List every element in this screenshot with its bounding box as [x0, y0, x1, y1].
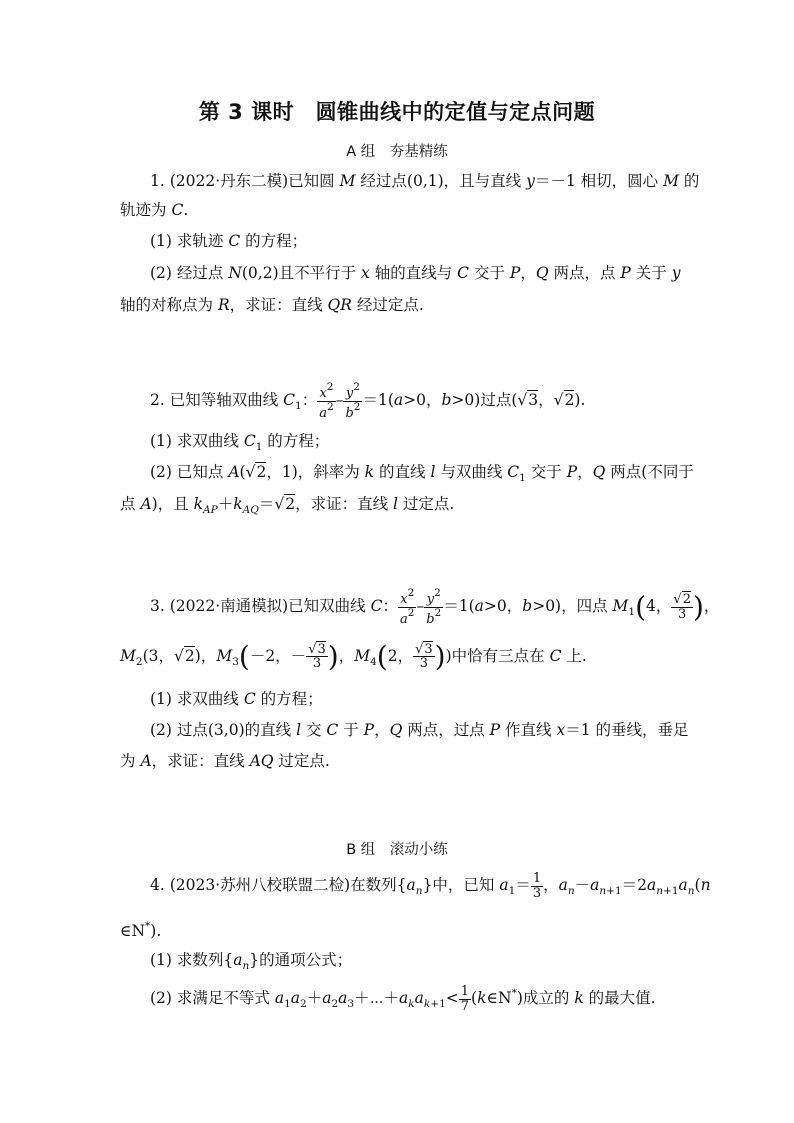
- q2-part-2-cont: 点 A)，且 $k_{AP}+k_{AQ}=√2$，求证：直线 l 过定点.: [120, 495, 455, 516]
- q3-part-2-cont: 为 A，求证：直线 AQ 过定点.: [120, 752, 330, 770]
- q2-line-1: 2. 已知等轴双曲线 $C_1$： $\frac{x^2}{a^2}$ – $\frac{y^2}{b^2}$ ＝1(a>0，b>0)过点(√3，√2).: [150, 381, 586, 421]
- q1-line-1: 1. (2022·丹东二模)已知圆 M 经过点(0,1)，且与直线 y＝－1 相切，圆心 M 的: [150, 172, 700, 190]
- q4-part-1: (1) 求数列$\{a_n\}$的通项公式；: [150, 951, 353, 972]
- q4-line-1: 4. (2023·苏州八校联盟二检)在数列$\{a_n\}$中，已知 $a_1=$ $\frac{1}{3}$ ，$a_n-a_{n+1}=2a_{n+1}a_n(n$: [150, 871, 711, 901]
- q2-part-2: (2) 已知点 A(√2，1)，斜率为 k 的直线 l 与双曲线 $C_1$ 交于 P，Q 两点(不同于: [150, 463, 694, 484]
- q1-part-1: (1) 求轨迹 C 的方程；: [150, 232, 308, 250]
- q3-part-1: (1) 求双曲线 C 的方程；: [150, 690, 323, 708]
- q2-part-1: (1) 求双曲线 $C_1$ 的方程；: [150, 432, 330, 453]
- q3-line-1: 3. (2022·南通模拟)已知双曲线 C： $\frac{x^2}{a^2}$ – $\frac{y^2}{b^2}$ ＝1(a>0，b>0)，四点 $M_1(4$， $\frac{√2}{3}$ )，: [150, 587, 720, 627]
- q1-part-2-cont: 轴的对称点为 R，求证：直线 QR 经过定点.: [120, 296, 424, 314]
- q4-line-2: ∈N*).: [120, 920, 162, 940]
- group-b-heading: B 组 滚动小练: [346, 842, 448, 858]
- q3-part-2: (2) 过点(3,0)的直线 l 交 C 于 P，Q 两点，过点 P 作直线 x＝1 的垂线，垂足: [150, 721, 689, 739]
- q4-part-2: (2) 求满足不等式 $a_1a_2+a_2a_3+\cdots+a_ka_{k+1}<$ $\frac{1}{7}$ (k∈N*)成立的 k 的最大值.: [150, 984, 656, 1014]
- page-title: 第 3 课时 圆锥曲线中的定值与定点问题: [198, 100, 596, 124]
- q1-part-2: (2) 经过点 N(0,2)且不平行于 x 轴的直线与 C 交于 P，Q 两点，点 P 关于 y: [150, 264, 681, 282]
- q3-line-2: $M_2(3$，√2)，$M_3(-2$，－ $\frac{√3}{3}$ )，$M_4(2$， $\frac{√3}{3}$ ))中恰有三点在 C 上.: [120, 640, 587, 673]
- group-a-heading: A 组 夯基精练: [346, 144, 448, 160]
- q1-line-2: 轨迹为 C.: [120, 201, 189, 219]
